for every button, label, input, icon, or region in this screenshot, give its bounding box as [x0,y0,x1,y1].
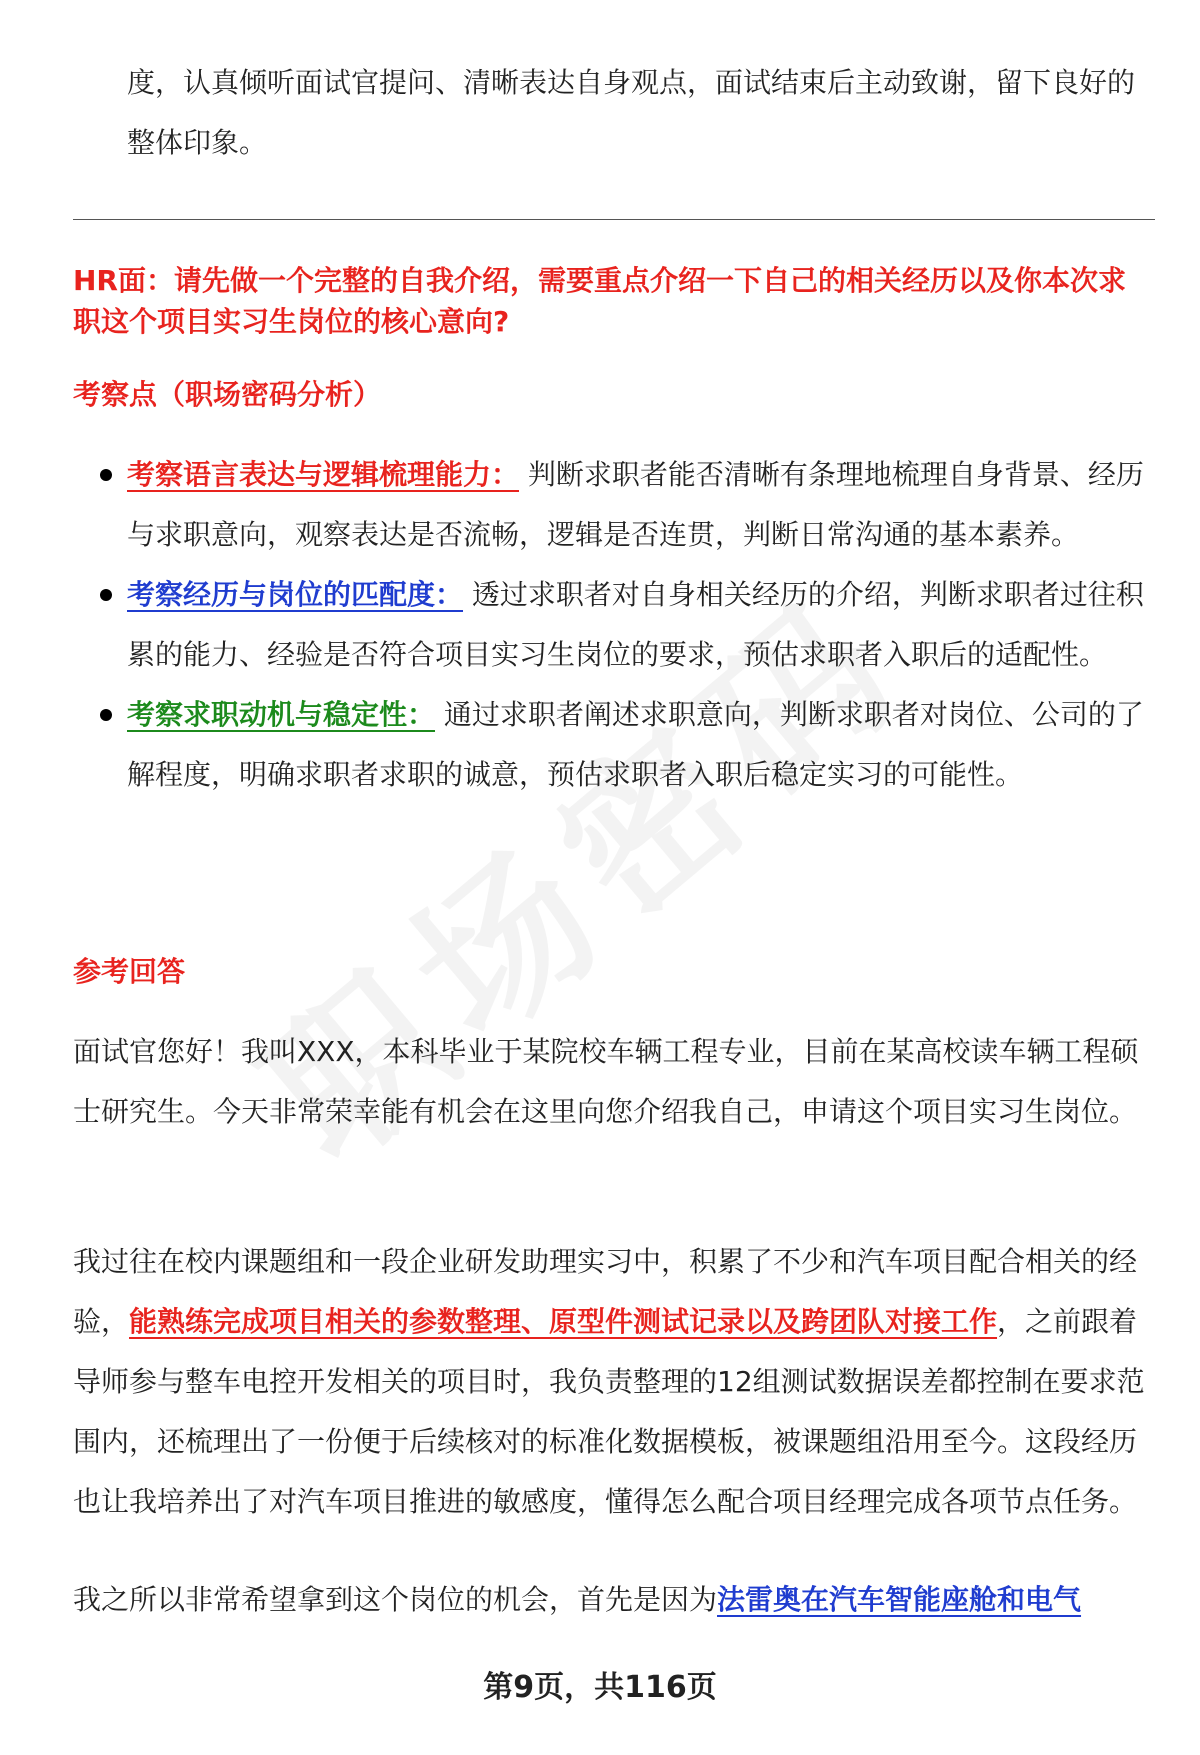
assessment-points-list [127,445,1157,805]
answer-highlight: 能熟练完成项目相关的参数整理、原型件测试记录以及跨团队对接工作 [129,1305,998,1338]
point-text: 透过求职者对自身相关经历的介绍，判断求职者过往积累的能力、经验是否符合项目实习生岗位的要求，预估求职者入职后的适配性。 [127,578,1144,671]
answer-text: ，之前跟着导师参与整车电控开发相关的项目时，我负责整理的12组测试数据误差都控制在要求范围内，还梳理出了一份便于后续核对的标准化数据模板，被课题组沿用至今。这段经历也让我培养出了对汽车项目推进的敏感度，懂得怎么配合项目经理完成各项节点任务。 [73,1305,1145,1518]
answer-paragraph-3 [73,1570,1158,1630]
point-label: 考察求职动机与稳定性： [127,698,436,731]
point-label: 考察经历与岗位的匹配度： [127,578,464,611]
answer-text: 我过往在校内课题组和一段企业研发助理实习中，积累了不少和汽车项目配合相关的经验， [73,1245,1138,1338]
assessment-point [127,565,1157,685]
bullet-icon [100,469,112,481]
point-text: 判断求职者能否清晰有条理地梳理自身背景、经历与求职意向，观察表达是否流畅，逻辑是否连贯，判断日常沟通的基本素养。 [127,458,1144,551]
interview-question: HR面：请先做一个完整的自我介绍，需要重点介绍一下自己的相关经历以及你本次求职这个项目实习生岗位的核心意向? [73,264,1126,338]
reference-answer-heading: 参考回答 [73,955,186,988]
assessment-point [127,445,1157,565]
assessment-heading: 考察点（职场密码分析） [73,378,382,411]
bullet-icon [100,709,112,721]
point-label: 考察语言表达与逻辑梳理能力： [127,458,520,491]
answer-paragraph-1: 面试官您好！我叫XXX，本科毕业于某院校车辆工程专业，目前在某高校读车辆工程硕士研究生。今天非常荣幸能有机会在这里向您介绍我自己，申请这个项目实习生岗位。 [73,1035,1139,1128]
point-text: 通过求职者阐述求职意向，判断求职者对岗位、公司的了解程度，明确求职者求职的诚意，预估求职者入职后稳定实习的可能性。 [127,698,1144,791]
assessment-point [127,685,1157,805]
answer-text: 我之所以非常希望拿到这个岗位的机会，首先是因为 [73,1583,718,1616]
continuation-paragraph: 度，认真倾听面试官提问、清晰表达自身观点，面试结束后主动致谢，留下良好的整体印象。 [127,66,1136,159]
bullet-icon [100,589,112,601]
page-number: 第9页，共116页 [483,1670,717,1705]
answer-highlight: 法雷奥在汽车智能座舱和电气 [717,1583,1082,1616]
section-divider [73,219,1155,220]
answer-paragraph-2 [73,1232,1158,1532]
